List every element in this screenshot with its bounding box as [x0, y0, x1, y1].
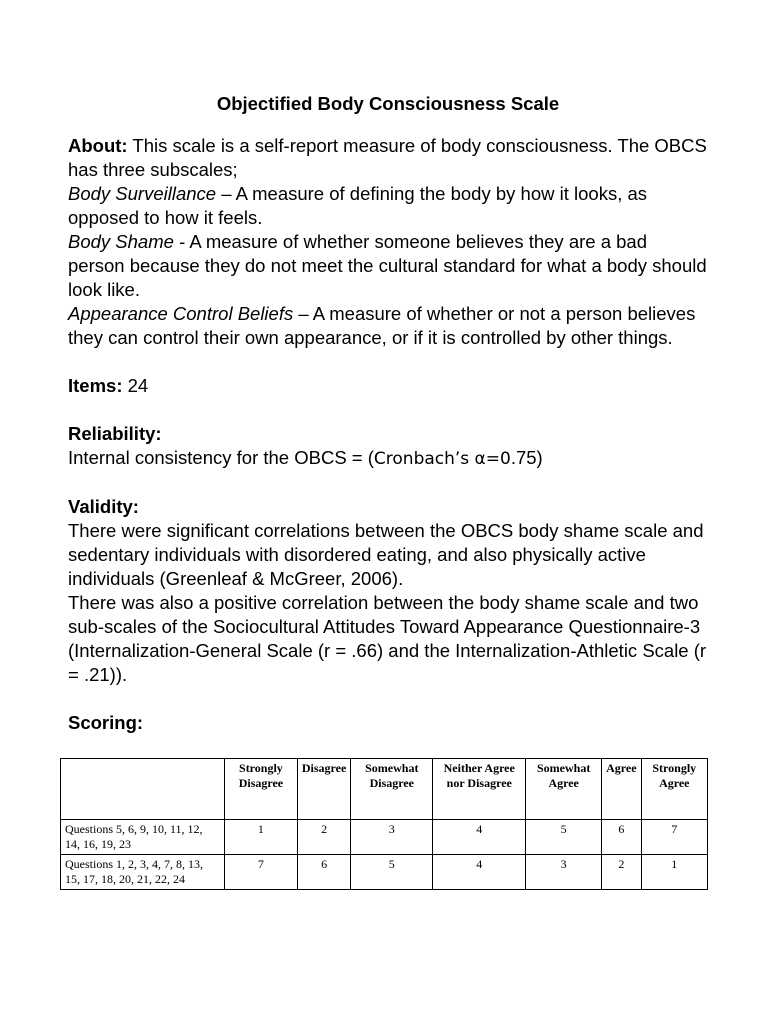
subscale-body-shame	[68, 230, 708, 302]
validity-paragraph-2: There was also a positive correlation between the body shame scale and two sub-scales of the Sociocultural Attitudes Toward Appearance Questionnaire-3 (Internalization-General Scale (r = .66) and the Internalization-Athletic Scale (r = .21)).	[68, 592, 707, 685]
score-cell: 1	[225, 820, 298, 855]
score-cell: 3	[351, 820, 433, 855]
subscale-desc: A measure of whether someone believes they are a bad person because they do not meet the cultural standard for what a body should look like.	[68, 231, 707, 300]
score-cell: 6	[297, 855, 350, 890]
cronbach-alpha: Cronbach’s α=0	[373, 449, 511, 469]
score-cell: 3	[526, 855, 602, 890]
about-paragraph	[68, 134, 708, 182]
score-cell: 4	[433, 820, 526, 855]
score-cell: 2	[602, 855, 641, 890]
row-label: Questions 5, 6, 9, 10, 11, 12, 14, 16, 19, 23	[61, 820, 225, 855]
table-row	[61, 855, 708, 890]
reliability-text	[68, 446, 708, 471]
items-paragraph	[68, 374, 708, 398]
page-title: Objectified Body Consciousness Scale	[216, 93, 560, 114]
validity-paragraph-1: There were significant correlations between the OBCS body shame scale and sedentary individuals with disordered eating, and also physically active individuals (Greenleaf & McGreer, 2006).	[68, 520, 704, 589]
table-row	[61, 820, 708, 855]
subscale-name: Body Shame	[68, 231, 174, 252]
score-cell: 4	[433, 855, 526, 890]
subscale-body-surveillance	[68, 182, 708, 230]
subscale-appearance-control-beliefs	[68, 302, 708, 350]
subscale-sep: –	[293, 303, 313, 324]
validity-heading: Validity:	[68, 496, 139, 517]
header-strongly-agree: Strongly Agree	[641, 759, 707, 820]
header-somewhat-agree: Somewhat Agree	[526, 759, 602, 820]
score-cell: 2	[297, 820, 350, 855]
scoring-heading: Scoring:	[68, 712, 144, 733]
items-label: Items:	[68, 375, 123, 396]
header-neither: Neither Agree nor Disagree	[433, 759, 526, 820]
header-blank	[61, 759, 225, 820]
header-somewhat-disagree: Somewhat Disagree	[351, 759, 433, 820]
spacer	[68, 350, 708, 374]
subscale-desc: A measure of whether or not a person believes they can control their own appearance, or if it is controlled by other things.	[68, 303, 696, 348]
reliability-suffix: .75)	[510, 447, 543, 468]
subscale-name: Body Surveillance	[68, 183, 217, 204]
spacer	[68, 398, 708, 422]
row-label: Questions 1, 2, 3, 4, 7, 8, 13, 15, 17, 18, 20, 21, 22, 24	[61, 855, 225, 890]
items-value: 24	[122, 375, 149, 396]
score-cell: 1	[641, 855, 707, 890]
score-cell: 5	[351, 855, 433, 890]
reliability-prefix: Internal consistency for the OBCS = (	[68, 447, 374, 468]
spacer	[68, 471, 708, 495]
subscale-sep: –	[216, 183, 236, 204]
scoring-table	[60, 758, 708, 890]
scoring-header-row	[61, 759, 708, 820]
header-disagree: Disagree	[297, 759, 350, 820]
score-cell: 7	[641, 820, 707, 855]
spacer	[68, 687, 708, 711]
subscale-sep: -	[173, 231, 190, 252]
about-text: This scale is a self-report measure of body consciousness. The OBCS has three subscales;	[68, 135, 707, 180]
header-agree: Agree	[602, 759, 641, 820]
subscale-name: Appearance Control Beliefs	[68, 303, 294, 324]
score-cell: 7	[225, 855, 298, 890]
subscale-desc: A measure of defining the body by how it looks, as opposed to how it feels.	[68, 183, 648, 228]
reliability-heading: Reliability:	[68, 423, 162, 444]
score-cell: 6	[602, 820, 641, 855]
about-label: About:	[68, 135, 128, 156]
score-cell: 5	[526, 820, 602, 855]
header-strongly-disagree: Strongly Disagree	[225, 759, 298, 820]
document-page	[68, 92, 708, 735]
